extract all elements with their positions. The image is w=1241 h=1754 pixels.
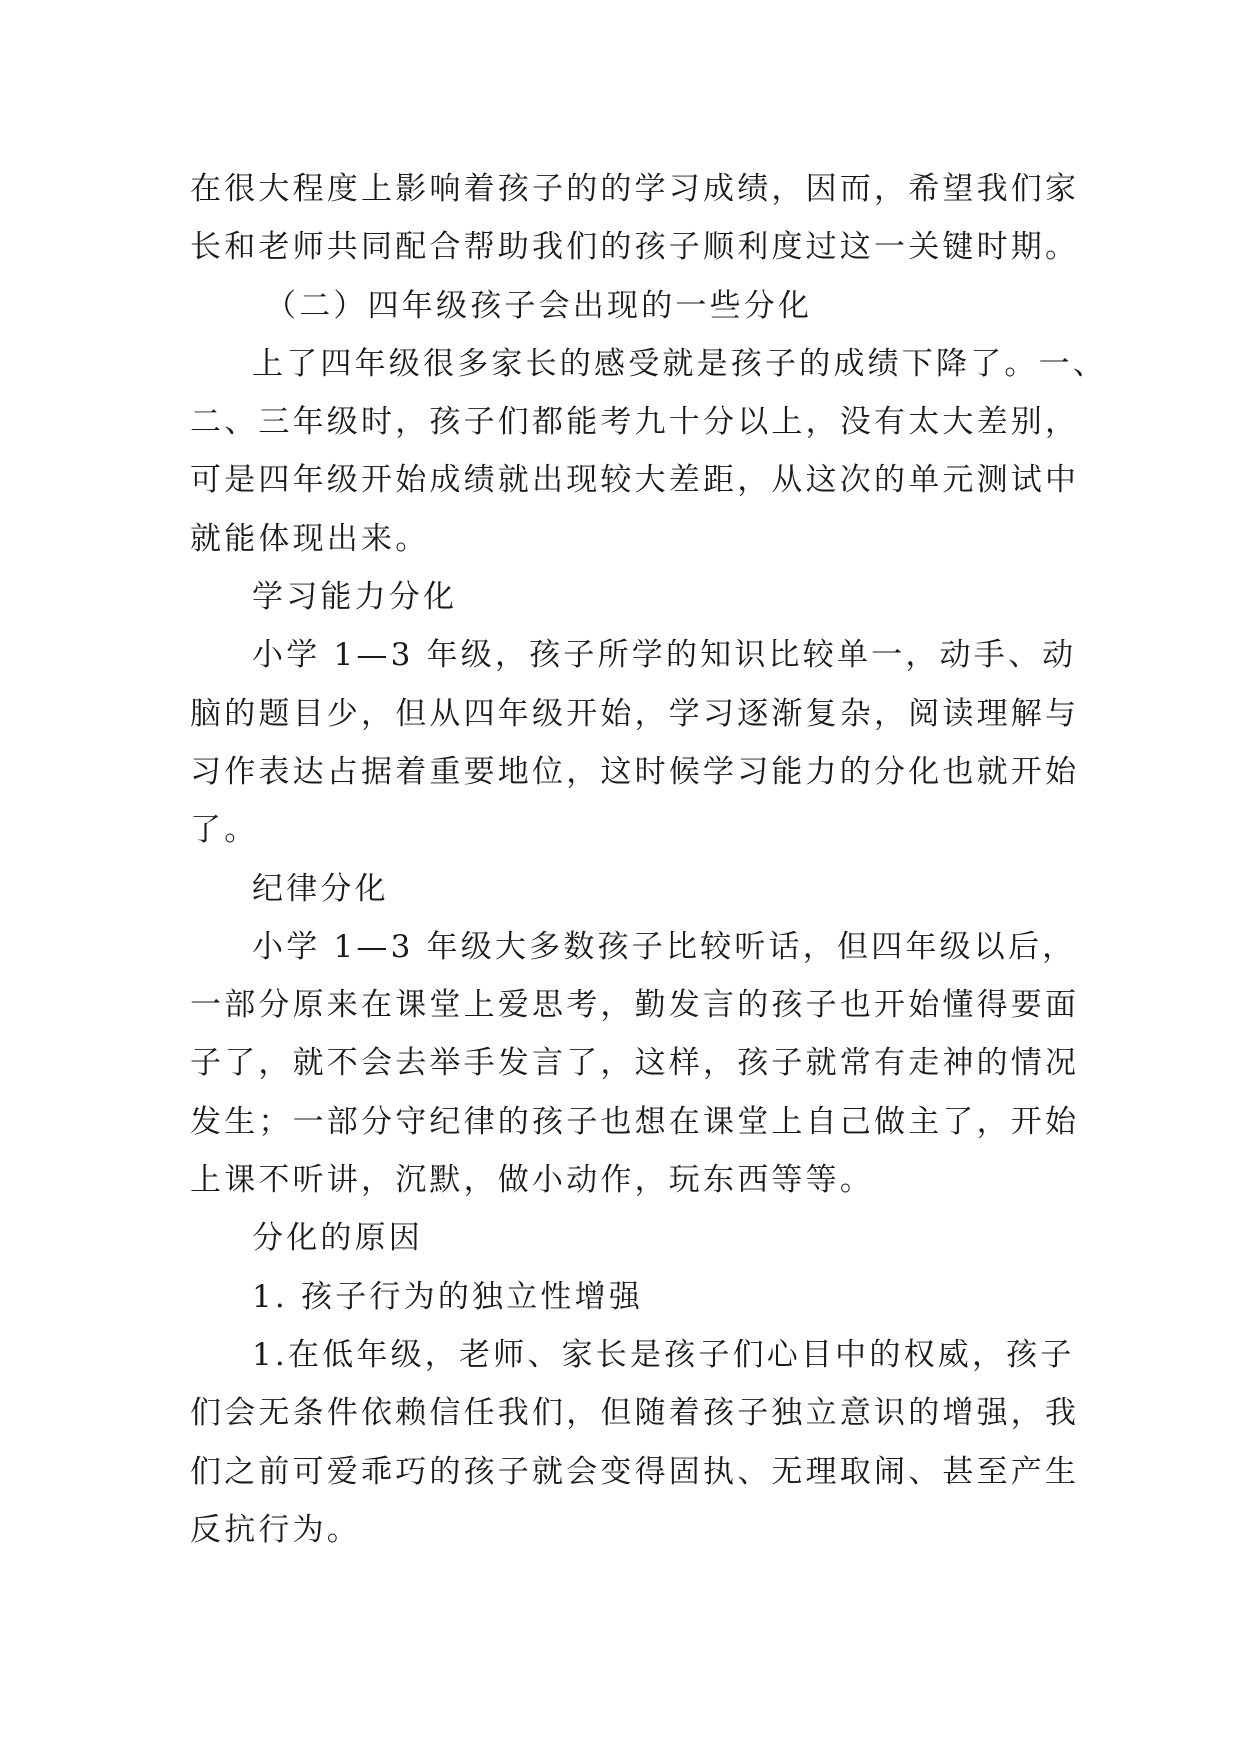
subsection-heading: 纪律分化 [252, 870, 389, 907]
paragraph-line: 在很大程度上影响着孩子的的学习成绩，因而，希望我们家 [190, 171, 1080, 207]
paragraph-line: 1.在低年级，老师、家长是孩子们心目中的权威，孩子 [252, 1336, 1075, 1373]
subsection-heading: 学习能力分化 [252, 579, 458, 616]
paragraph-line: 长和老师共同配合帮助我们的孩子顺利度过这一关键时期。 [190, 229, 1080, 266]
section-heading: （二）四年级孩子会出现的一些分化 [265, 287, 813, 324]
paragraph-line: 习作表达占据着重要地位，这时候学习能力的分化也就开始 [190, 753, 1080, 790]
paragraph-line: 们之前可爱乖巧的孩子就会变得固执、无理取闹、甚至产生 [190, 1453, 1080, 1490]
paragraph-line: 小学 1—3 年级，孩子所学的知识比较单一，动手、动 [252, 637, 1077, 674]
paragraph-line: 上了四年级很多家长的感受就是孩子的成绩下降了。一、 [252, 345, 1107, 382]
paragraph-line: 了。 [190, 812, 259, 849]
paragraph-line: 们会无条件依赖信任我们，但随着孩子独立意识的增强，我 [190, 1395, 1080, 1432]
subsection-heading: 分化的原因 [252, 1220, 423, 1257]
paragraph-line: 可是四年级开始成绩就出现较大差距，从这次的单元测试中 [190, 462, 1080, 499]
body-text [190, 160, 1107, 1559]
paragraph-line: 反抗行为。 [190, 1511, 361, 1548]
list-item-heading: 1. 孩子行为的独立性增强 [252, 1278, 644, 1315]
paragraph-line: 就能体现出来。 [190, 520, 430, 557]
paragraph-line: 一部分原来在课堂上爱思考，勤发言的孩子也开始懂得要面 [190, 987, 1080, 1024]
paragraph-line: 上课不听讲，沉默，做小动作，玩东西等等。 [190, 1162, 874, 1199]
paragraph-line: 脑的题目少，但从四年级开始，学习逐渐复杂，阅读理解与 [190, 695, 1080, 732]
paragraph-line: 小学 1—3 年级大多数孩子比较听话，但四年级以后， [252, 928, 1077, 965]
paragraph-line: 子了，就不会去举手发言了，这样，孩子就常有走神的情况 [190, 1045, 1080, 1082]
paragraph-line: 二、三年级时，孩子们都能考九十分以上，没有太大差别， [190, 404, 1080, 441]
paragraph-line: 发生；一部分守纪律的孩子也想在课堂上自己做主了，开始 [190, 1103, 1080, 1140]
